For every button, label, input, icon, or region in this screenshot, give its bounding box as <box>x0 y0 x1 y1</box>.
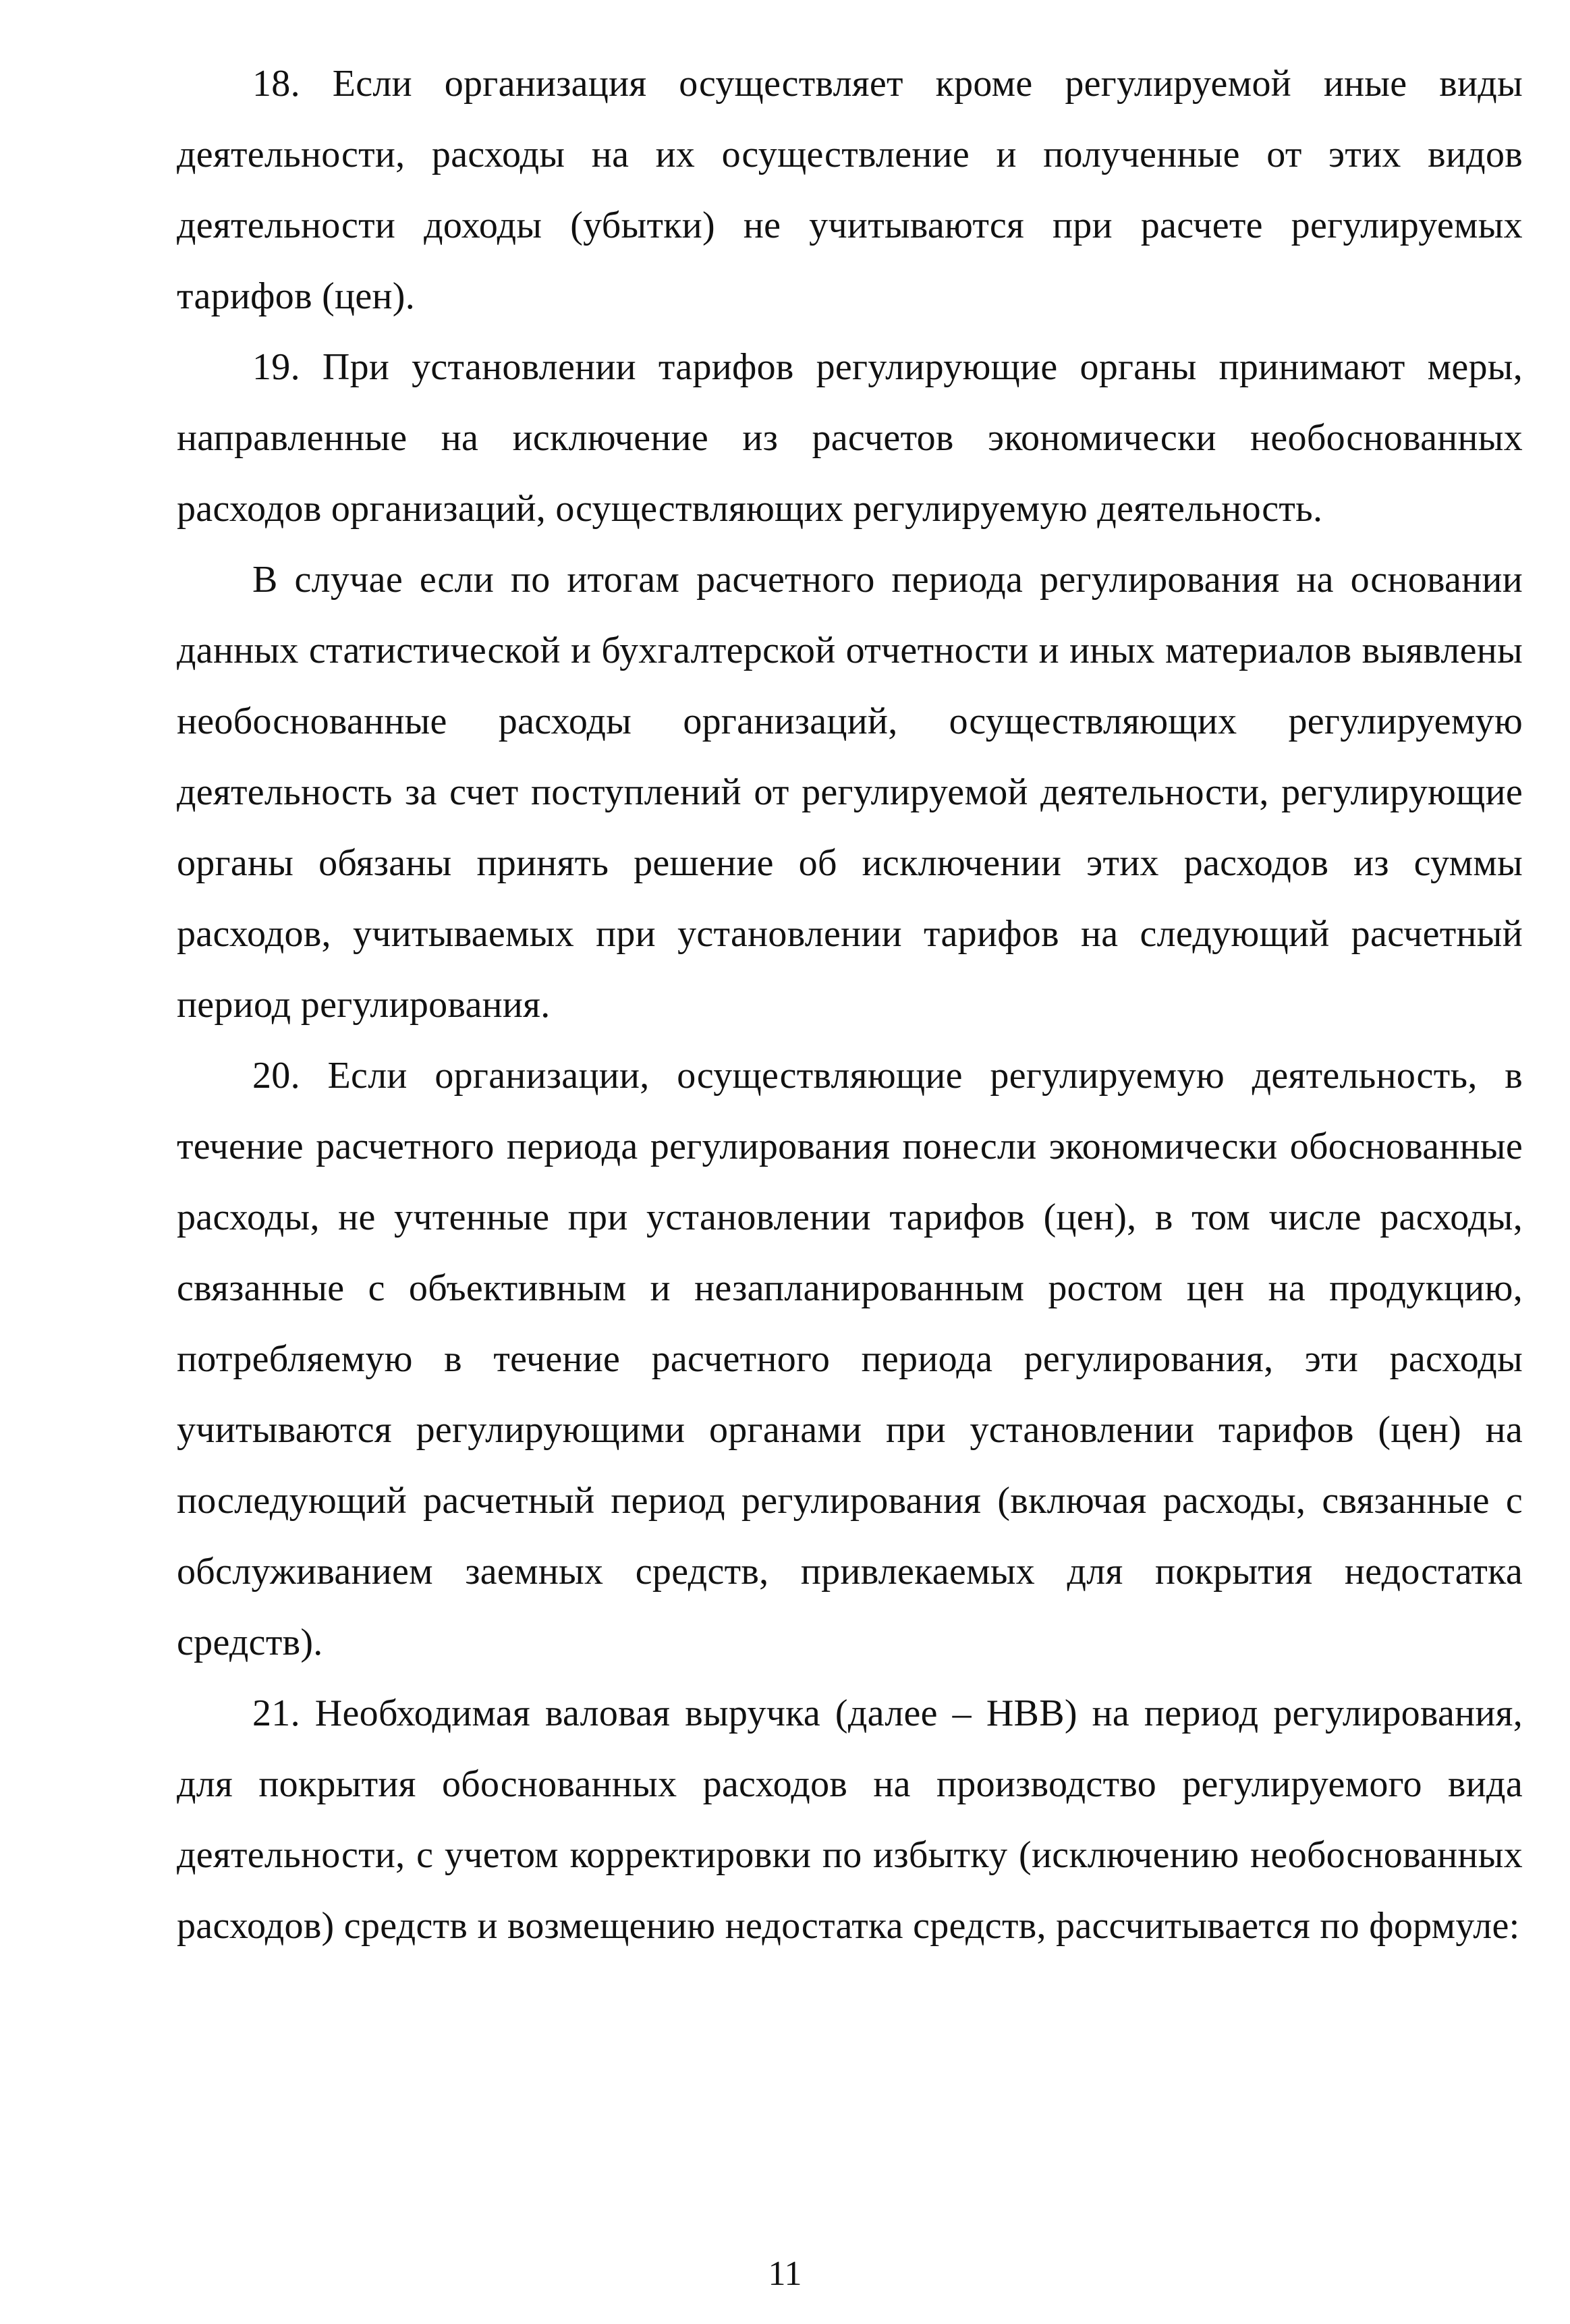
document-body <box>177 49 1523 1962</box>
paragraph-18: 18. Если организация осуществляет кроме регулируемой иные виды деятельности, расходы на их осуществление и полученные от этих видов деятельности доходы (убытки) не учитываются при расчете регулируемых тарифов (цен). <box>177 63 1523 317</box>
page-number: 11 <box>768 2254 802 2293</box>
paragraph-20: 20. Если организации, осуществляющие регулируемую деятельность, в течение расчетного периода регулирования понесли экономически обоснованные расходы, не учтенные при установлении тарифов (цен), в том числе расходы, связанные с объективным и незапланированным ростом цен на продукцию, потребляемую в течение расчетного периода регулирования, эти расходы учитываются регулирующими органами при установлении тарифов (цен) на последующий расчетный период регулирования (включая расходы, связанные с обслуживанием заемных средств, привлекаемых для покрытия недостатка средств). <box>177 1055 1523 1663</box>
paragraph-21: 21. Необходимая валовая выручка (далее – НВВ) на период регулирования, для покрытия обоснованных расходов на производство регулируемого вида деятельности, с учетом корректировки по избытку (исключению необоснованных расходов) средств и возмещению недостатка средств, рассчитывается по формуле: <box>177 1692 1523 1947</box>
paragraph-19-continued: В случае если по итогам расчетного периода регулирования на основании данных статистической и бухгалтерской отчетности и иных материалов выявлены необоснованные расходы организаций, осуществляющих регулируемую деятельность за счет поступлений от регулируемой деятельности, регулирующие органы обязаны принять решение об исключении этих расходов из суммы расходов, учитываемых при установлении тарифов на следующий расчетный период регулирования. <box>177 559 1523 1026</box>
paragraph-19: 19. При установлении тарифов регулирующие органы принимают меры, направленные на исключение из расчетов экономически необоснованных расходов организаций, осуществляющих регулируемую деятельность. <box>177 346 1523 530</box>
